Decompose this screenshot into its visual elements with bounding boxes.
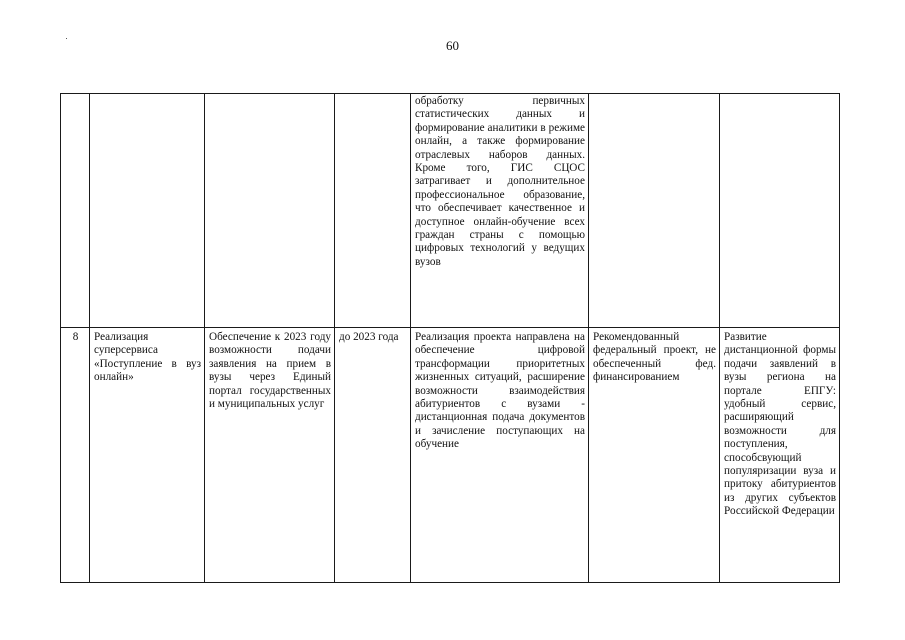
description-continued-text: обработку первичных статистических данных и формирование аналитики в режиме онлайн, а также формирование отраслевых наборов данных. Кроме того, ГИС СЦОС затрагивает и дополнительное профессиональное образование, что обеспечивает качественное и доступное онлайн-обучение всех граждан страны с помощью цифровых технологий у ведущих вузов	[415, 95, 585, 268]
measures-table	[60, 93, 840, 583]
cell-deadline	[335, 328, 411, 583]
measure-goal: Обеспечение к 2023 году возможности подачи заявления на прием в вузы через Единый портал государственных и муниципальных услуг	[209, 331, 331, 411]
table-row-continued	[61, 94, 840, 328]
cell-description	[411, 328, 589, 583]
measure-name: Реализация суперсервиса «Поступление в вуз онлайн»	[94, 331, 201, 384]
table-row-8	[61, 328, 840, 583]
measure-description: Реализация проекта направлена на обеспечение цифровой трансформации приоритетных жизненных ситуаций, расширение возможности взаимодействия абитуриентов с вузами - дистанционная подача документов и зачисление поступающих на обучение	[415, 331, 585, 451]
cell-deadline-empty	[335, 94, 411, 328]
cell-description-continued	[411, 94, 589, 328]
cell-goal-empty	[205, 94, 335, 328]
measure-source: Рекомендованный федеральный проект, не обеспеченный фед. финансированием	[593, 331, 716, 384]
cell-effect	[720, 328, 840, 583]
row-number: 8	[72, 331, 79, 343]
cell-effect-empty	[720, 94, 840, 328]
cell-number	[61, 328, 90, 583]
measure-effect: Развитие дистанционной формы подачи заявлений в вузы региона на портале ЕПГУ: удобный сервис, расширяющий возможности для поступления, способсвующий популяризации вуза и притоку абитуриентов из других субъектов Российской Федерации	[724, 331, 836, 518]
page-number: 60	[446, 38, 459, 53]
cell-name-empty	[90, 94, 205, 328]
measure-deadline: до 2023 года	[339, 331, 399, 343]
cell-source	[589, 328, 720, 583]
cell-number-empty	[61, 94, 90, 328]
cell-goal	[205, 328, 335, 583]
cell-name	[90, 328, 205, 583]
cell-source-empty	[589, 94, 720, 328]
